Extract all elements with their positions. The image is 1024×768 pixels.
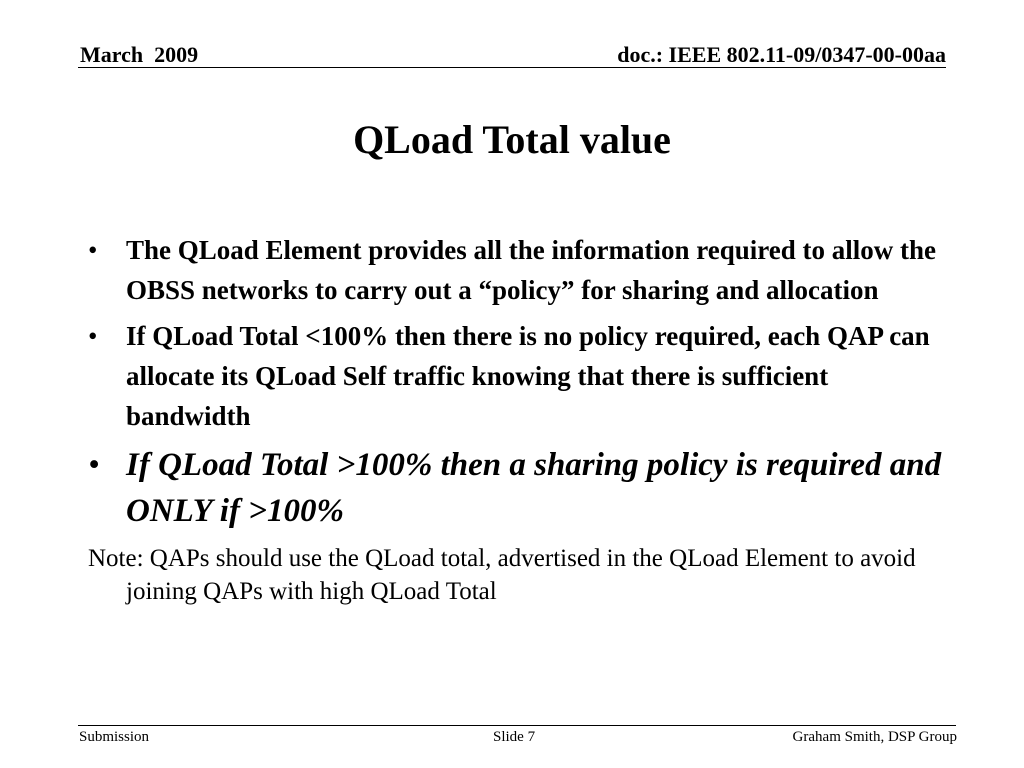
bullet-text: If QLoad Total >100% then a sharing policy is required and ONLY if >100% — [126, 447, 942, 529]
slide-title: QLoad Total value — [353, 117, 671, 162]
footer-divider — [78, 725, 956, 726]
header-doc-id: doc.: IEEE 802.11-09/0347-00-00aa — [617, 42, 946, 67]
slide-body — [88, 230, 958, 608]
bullet-icon: • — [88, 235, 98, 265]
bullet-item — [88, 316, 958, 436]
footer-slide-number: Slide 7 — [493, 729, 536, 745]
footer-author: Graham Smith, DSP Group — [792, 729, 957, 745]
bullet-icon: • — [88, 447, 100, 483]
bullet-item — [88, 230, 958, 310]
note-text: Note: QAPs should use the QLoad total, advertised in the QLoad Element to avoid joining QAPs with high QLoad Total — [88, 545, 916, 605]
header-divider — [78, 67, 946, 68]
bullet-text: The QLoad Element provides all the information required to allow the OBSS networks to carry out a “policy” for sharing and allocation — [126, 235, 937, 305]
bullet-icon: • — [88, 321, 98, 351]
bullet-text: If QLoad Total <100% then there is no policy required, each QAP can allocate its QLoad Self traffic knowing that there is sufficient bandwidth — [126, 321, 930, 431]
header-date: March 2009 — [80, 42, 199, 67]
bullet-item-emphasis — [88, 442, 958, 534]
footer-submission: Submission — [79, 729, 150, 745]
